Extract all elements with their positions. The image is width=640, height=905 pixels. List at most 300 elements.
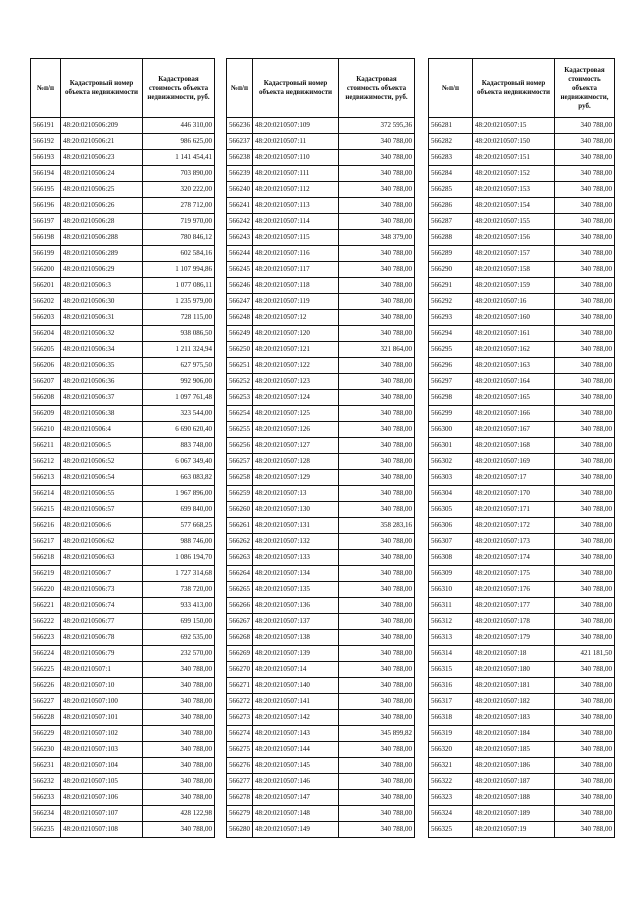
- table-row: [227, 470, 415, 486]
- row-number-cell: 566236: [227, 118, 253, 134]
- cadastral-value-cell: 340 788,00: [555, 678, 615, 694]
- cadastral-number-cell: 48:20:0210507:129: [253, 470, 339, 486]
- cadastral-value-cell: 340 788,00: [555, 230, 615, 246]
- cadastral-number-cell: 48:20:0210507:126: [253, 422, 339, 438]
- table-row: [227, 214, 415, 230]
- cadastral-number-cell: 48:20:0210507:157: [473, 246, 555, 262]
- row-number-cell: 566259: [227, 486, 253, 502]
- table-row: [429, 390, 615, 406]
- table-row: [429, 774, 615, 790]
- cadastral-number-cell: 48:20:0210506:55: [61, 486, 143, 502]
- row-number-cell: 566280: [227, 822, 253, 838]
- cadastral-value-cell: 340 788,00: [555, 118, 615, 134]
- row-number-cell: 566228: [31, 710, 61, 726]
- cadastral-value-cell: 340 788,00: [555, 614, 615, 630]
- cadastral-number-cell: 48:20:0210507:147: [253, 790, 339, 806]
- row-number-cell: 566270: [227, 662, 253, 678]
- cadastral-value-cell: 340 788,00: [555, 534, 615, 550]
- cadastral-value-cell: 323 544,00: [143, 406, 215, 422]
- table-row: [227, 118, 415, 134]
- cadastral-number-cell: 48:20:0210507:134: [253, 566, 339, 582]
- cadastral-value-cell: 340 788,00: [339, 774, 415, 790]
- cadastral-number-cell: 48:20:0210507:146: [253, 774, 339, 790]
- cadastral-number-cell: 48:20:0210506:54: [61, 470, 143, 486]
- row-number-cell: 566295: [429, 342, 473, 358]
- cadastral-number-cell: 48:20:0210507:178: [473, 614, 555, 630]
- cadastral-value-cell: 340 788,00: [339, 806, 415, 822]
- cadastral-value-cell: 340 788,00: [339, 582, 415, 598]
- table-row: [429, 278, 615, 294]
- table-row: [227, 518, 415, 534]
- cadastral-value-cell: 340 788,00: [339, 566, 415, 582]
- table-row: [429, 230, 615, 246]
- row-number-cell: 566249: [227, 326, 253, 342]
- cadastral-value-cell: 345 899,82: [339, 726, 415, 742]
- table-row: [429, 422, 615, 438]
- table-row: [429, 198, 615, 214]
- cadastral-value-cell: 340 788,00: [555, 822, 615, 838]
- table-row: [227, 598, 415, 614]
- row-number-cell: 566307: [429, 534, 473, 550]
- cadastral-number-cell: 48:20:0210507:102: [61, 726, 143, 742]
- cadastral-value-cell: 340 788,00: [339, 598, 415, 614]
- cadastral-table-3: [428, 58, 615, 838]
- row-number-cell: 566215: [31, 502, 61, 518]
- row-number-cell: 566207: [31, 374, 61, 390]
- cadastral-value-cell: 340 788,00: [339, 550, 415, 566]
- cadastral-value-cell: 340 788,00: [555, 278, 615, 294]
- cadastral-value-cell: 340 788,00: [339, 134, 415, 150]
- row-number-cell: 566303: [429, 470, 473, 486]
- header-num: №п/п: [31, 59, 61, 118]
- cadastral-value-cell: 6 067 349,40: [143, 454, 215, 470]
- cadastral-number-cell: 48:20:0210507:125: [253, 406, 339, 422]
- cadastral-value-cell: 340 788,00: [555, 806, 615, 822]
- cadastral-value-cell: 340 788,00: [339, 246, 415, 262]
- cadastral-number-cell: 48:20:0210507:18: [473, 646, 555, 662]
- cadastral-number-cell: 48:20:0210507:186: [473, 758, 555, 774]
- table-row: [31, 454, 215, 470]
- cadastral-number-cell: 48:20:0210507:184: [473, 726, 555, 742]
- cadastral-table-1: [30, 58, 215, 838]
- cadastral-number-cell: 48:20:0210507:106: [61, 790, 143, 806]
- cadastral-number-cell: 48:20:0210506:23: [61, 150, 143, 166]
- row-number-cell: 566260: [227, 502, 253, 518]
- cadastral-value-cell: 992 906,00: [143, 374, 215, 390]
- cadastral-value-cell: 340 788,00: [339, 486, 415, 502]
- table-row: [31, 790, 215, 806]
- table-row: [31, 566, 215, 582]
- row-number-cell: 566256: [227, 438, 253, 454]
- row-number-cell: 566277: [227, 774, 253, 790]
- cadastral-number-cell: 48:20:0210506:73: [61, 582, 143, 598]
- table-row: [31, 358, 215, 374]
- row-number-cell: 566262: [227, 534, 253, 550]
- row-number-cell: 566282: [429, 134, 473, 150]
- cadastral-value-cell: 340 788,00: [555, 582, 615, 598]
- table-row: [429, 134, 615, 150]
- cadastral-value-cell: 340 788,00: [555, 150, 615, 166]
- cadastral-number-cell: 48:20:0210507:148: [253, 806, 339, 822]
- table-row: [31, 582, 215, 598]
- row-number-cell: 566237: [227, 134, 253, 150]
- table-row: [227, 422, 415, 438]
- table-row: [429, 790, 615, 806]
- cadastral-value-cell: 1 727 314,68: [143, 566, 215, 582]
- cadastral-value-cell: 421 181,50: [555, 646, 615, 662]
- table-row: [429, 822, 615, 838]
- cadastral-number-cell: 48:20:0210507:112: [253, 182, 339, 198]
- cadastral-number-cell: 48:20:0210507:158: [473, 262, 555, 278]
- cadastral-value-cell: 340 788,00: [143, 774, 215, 790]
- table-row: [227, 454, 415, 470]
- cadastral-value-cell: 988 746,00: [143, 534, 215, 550]
- table-row: [227, 774, 415, 790]
- row-number-cell: 566272: [227, 694, 253, 710]
- row-number-cell: 566211: [31, 438, 61, 454]
- cadastral-number-cell: 48:20:0210507:139: [253, 646, 339, 662]
- cadastral-value-cell: 232 570,00: [143, 646, 215, 662]
- table-row: [227, 374, 415, 390]
- cadastral-value-cell: 340 788,00: [555, 422, 615, 438]
- row-number-cell: 566324: [429, 806, 473, 822]
- header-cadastral-value: Кадастровая стоимость объекта недвижимости, руб.: [555, 59, 615, 118]
- cadastral-value-cell: 883 748,00: [143, 438, 215, 454]
- table-row: [429, 342, 615, 358]
- cadastral-number-cell: 48:20:0210507:175: [473, 566, 555, 582]
- row-number-cell: 566298: [429, 390, 473, 406]
- row-number-cell: 566203: [31, 310, 61, 326]
- row-number-cell: 566235: [31, 822, 61, 838]
- row-number-cell: 566320: [429, 742, 473, 758]
- row-number-cell: 566226: [31, 678, 61, 694]
- cadastral-number-cell: 48:20:0210507:117: [253, 262, 339, 278]
- table-row: [31, 278, 215, 294]
- cadastral-number-cell: 48:20:0210507:150: [473, 134, 555, 150]
- header-cadastral-value: Кадастровая стоимость объекта недвижимости, руб.: [143, 59, 215, 118]
- cadastral-number-cell: 48:20:0210507:187: [473, 774, 555, 790]
- row-number-cell: 566247: [227, 294, 253, 310]
- cadastral-number-cell: 48:20:0210506:29: [61, 262, 143, 278]
- cadastral-number-cell: 48:20:0210507:181: [473, 678, 555, 694]
- cadastral-number-cell: 48:20:0210507:171: [473, 502, 555, 518]
- table-row: [429, 742, 615, 758]
- row-number-cell: 566238: [227, 150, 253, 166]
- row-number-cell: 566232: [31, 774, 61, 790]
- row-number-cell: 566225: [31, 662, 61, 678]
- row-number-cell: 566233: [31, 790, 61, 806]
- cadastral-value-cell: 699 840,00: [143, 502, 215, 518]
- cadastral-number-cell: 48:20:0210507:115: [253, 230, 339, 246]
- row-number-cell: 566257: [227, 454, 253, 470]
- row-number-cell: 566302: [429, 454, 473, 470]
- table-row: [31, 598, 215, 614]
- header-cadastral-number: Кадастровый номер объекта недвижимости: [253, 59, 339, 118]
- cadastral-number-cell: 48:20:0210506:6: [61, 518, 143, 534]
- table-row: [31, 406, 215, 422]
- cadastral-value-cell: 358 283,16: [339, 518, 415, 534]
- header-num: №п/п: [227, 59, 253, 118]
- table-row: [227, 726, 415, 742]
- cadastral-number-cell: 48:20:0210507:165: [473, 390, 555, 406]
- row-number-cell: 566196: [31, 198, 61, 214]
- cadastral-number-cell: 48:20:0210507:11: [253, 134, 339, 150]
- cadastral-number-cell: 48:20:0210507:183: [473, 710, 555, 726]
- table-row: [31, 198, 215, 214]
- cadastral-number-cell: 48:20:0210507:111: [253, 166, 339, 182]
- row-number-cell: 566253: [227, 390, 253, 406]
- row-number-cell: 566269: [227, 646, 253, 662]
- cadastral-value-cell: 340 788,00: [143, 694, 215, 710]
- cadastral-value-cell: 986 625,00: [143, 134, 215, 150]
- cadastral-number-cell: 48:20:0210506:63: [61, 550, 143, 566]
- row-number-cell: 566204: [31, 326, 61, 342]
- table-row: [429, 438, 615, 454]
- cadastral-value-cell: 692 535,00: [143, 630, 215, 646]
- cadastral-number-cell: 48:20:0210507:169: [473, 454, 555, 470]
- cadastral-value-cell: 340 788,00: [555, 694, 615, 710]
- row-number-cell: 566243: [227, 230, 253, 246]
- table-header-row: [429, 59, 615, 118]
- row-number-cell: 566205: [31, 342, 61, 358]
- table-row: [227, 406, 415, 422]
- table-row: [227, 166, 415, 182]
- row-number-cell: 566258: [227, 470, 253, 486]
- table-row: [31, 662, 215, 678]
- cadastral-number-cell: 48:20:0210507:143: [253, 726, 339, 742]
- table-row: [31, 182, 215, 198]
- cadastral-number-cell: 48:20:0210507:177: [473, 598, 555, 614]
- cadastral-number-cell: 48:20:0210506:37: [61, 390, 143, 406]
- row-number-cell: 566304: [429, 486, 473, 502]
- cadastral-number-cell: 48:20:0210506:3: [61, 278, 143, 294]
- table-row: [227, 230, 415, 246]
- cadastral-value-cell: 340 788,00: [555, 726, 615, 742]
- cadastral-value-cell: 340 788,00: [339, 358, 415, 374]
- row-number-cell: 566248: [227, 310, 253, 326]
- cadastral-value-cell: 340 788,00: [339, 150, 415, 166]
- cadastral-value-cell: 340 788,00: [555, 742, 615, 758]
- row-number-cell: 566214: [31, 486, 61, 502]
- table-row: [31, 774, 215, 790]
- table-row: [429, 470, 615, 486]
- row-number-cell: 566311: [429, 598, 473, 614]
- cadastral-value-cell: 340 788,00: [339, 166, 415, 182]
- cadastral-number-cell: 48:20:0210507:103: [61, 742, 143, 758]
- table-row: [227, 790, 415, 806]
- cadastral-value-cell: 340 788,00: [555, 438, 615, 454]
- cadastral-value-cell: 340 788,00: [555, 134, 615, 150]
- row-number-cell: 566287: [429, 214, 473, 230]
- cadastral-value-cell: 340 788,00: [555, 294, 615, 310]
- cadastral-value-cell: 1 211 324,94: [143, 342, 215, 358]
- row-number-cell: 566206: [31, 358, 61, 374]
- table-row: [31, 550, 215, 566]
- cadastral-value-cell: 340 788,00: [339, 214, 415, 230]
- table-row: [31, 646, 215, 662]
- row-number-cell: 566293: [429, 310, 473, 326]
- table-row: [31, 534, 215, 550]
- cadastral-value-cell: 340 788,00: [555, 166, 615, 182]
- row-number-cell: 566227: [31, 694, 61, 710]
- cadastral-number-cell: 48:20:0210507:170: [473, 486, 555, 502]
- row-number-cell: 566281: [429, 118, 473, 134]
- row-number-cell: 566306: [429, 518, 473, 534]
- cadastral-value-cell: 1 097 761,48: [143, 390, 215, 406]
- cadastral-value-cell: 340 788,00: [339, 710, 415, 726]
- cadastral-value-cell: 340 788,00: [555, 518, 615, 534]
- cadastral-number-cell: 48:20:0210507:104: [61, 758, 143, 774]
- row-number-cell: 566220: [31, 582, 61, 598]
- cadastral-number-cell: 48:20:0210506:24: [61, 166, 143, 182]
- cadastral-value-cell: 728 115,00: [143, 310, 215, 326]
- row-number-cell: 566245: [227, 262, 253, 278]
- cadastral-value-cell: 340 788,00: [143, 662, 215, 678]
- cadastral-number-cell: 48:20:0210507:19: [473, 822, 555, 838]
- cadastral-number-cell: 48:20:0210507:10: [61, 678, 143, 694]
- table-row: [31, 758, 215, 774]
- cadastral-value-cell: 627 975,50: [143, 358, 215, 374]
- table-row: [31, 486, 215, 502]
- table-row: [227, 502, 415, 518]
- cadastral-number-cell: 48:20:0210507:155: [473, 214, 555, 230]
- table-row: [227, 390, 415, 406]
- cadastral-number-cell: 48:20:0210507:141: [253, 694, 339, 710]
- cadastral-number-cell: 48:20:0210507:128: [253, 454, 339, 470]
- cadastral-value-cell: 340 788,00: [555, 566, 615, 582]
- cadastral-number-cell: 48:20:0210506:26: [61, 198, 143, 214]
- cadastral-value-cell: 340 788,00: [339, 438, 415, 454]
- cadastral-value-cell: 340 788,00: [555, 262, 615, 278]
- table-row: [31, 118, 215, 134]
- cadastral-number-cell: 48:20:0210507:168: [473, 438, 555, 454]
- header-cadastral-number: Кадастровый номер объекта недвижимости: [61, 59, 143, 118]
- cadastral-number-cell: 48:20:0210506:4: [61, 422, 143, 438]
- row-number-cell: 566268: [227, 630, 253, 646]
- table-row: [227, 550, 415, 566]
- cadastral-value-cell: 340 788,00: [143, 678, 215, 694]
- cadastral-number-cell: 48:20:0210507:116: [253, 246, 339, 262]
- table-row: [429, 406, 615, 422]
- table-row: [429, 726, 615, 742]
- table-row: [429, 646, 615, 662]
- row-number-cell: 566291: [429, 278, 473, 294]
- table-row: [31, 710, 215, 726]
- cadastral-number-cell: 48:20:0210507:1: [61, 662, 143, 678]
- cadastral-number-cell: 48:20:0210507:154: [473, 198, 555, 214]
- cadastral-number-cell: 48:20:0210507:110: [253, 150, 339, 166]
- cadastral-value-cell: 340 788,00: [339, 742, 415, 758]
- cadastral-number-cell: 48:20:0210507:127: [253, 438, 339, 454]
- row-number-cell: 566239: [227, 166, 253, 182]
- table-row: [227, 534, 415, 550]
- cadastral-number-cell: 48:20:0210507:100: [61, 694, 143, 710]
- row-number-cell: 566242: [227, 214, 253, 230]
- cadastral-number-cell: 48:20:0210507:17: [473, 470, 555, 486]
- cadastral-value-cell: 340 788,00: [555, 550, 615, 566]
- table-row: [429, 694, 615, 710]
- table-row: [227, 678, 415, 694]
- table-row: [31, 422, 215, 438]
- table-header-row: [227, 59, 415, 118]
- row-number-cell: 566285: [429, 182, 473, 198]
- header-cadastral-number: Кадастровый номер объекта недвижимости: [473, 59, 555, 118]
- table-row: [227, 694, 415, 710]
- cadastral-number-cell: 48:20:0210507:159: [473, 278, 555, 294]
- cadastral-number-cell: 48:20:0210507:164: [473, 374, 555, 390]
- cadastral-value-cell: 340 788,00: [339, 278, 415, 294]
- cadastral-value-cell: 780 846,12: [143, 230, 215, 246]
- cadastral-value-cell: 348 379,00: [339, 230, 415, 246]
- cadastral-number-cell: 48:20:0210506:31: [61, 310, 143, 326]
- cadastral-value-cell: 6 690 620,40: [143, 422, 215, 438]
- cadastral-number-cell: 48:20:0210507:107: [61, 806, 143, 822]
- cadastral-number-cell: 48:20:0210507:123: [253, 374, 339, 390]
- cadastral-value-cell: 340 788,00: [339, 534, 415, 550]
- row-number-cell: 566200: [31, 262, 61, 278]
- cadastral-value-cell: 372 595,36: [339, 118, 415, 134]
- cadastral-value-cell: 340 788,00: [555, 710, 615, 726]
- cadastral-value-cell: 1 077 086,11: [143, 278, 215, 294]
- table-row: [31, 726, 215, 742]
- row-number-cell: 566274: [227, 726, 253, 742]
- table-row: [429, 246, 615, 262]
- table-row: [429, 614, 615, 630]
- table-row: [31, 822, 215, 838]
- row-number-cell: 566310: [429, 582, 473, 598]
- row-number-cell: 566229: [31, 726, 61, 742]
- row-number-cell: 566224: [31, 646, 61, 662]
- table-row: [429, 214, 615, 230]
- row-number-cell: 566305: [429, 502, 473, 518]
- row-number-cell: 566234: [31, 806, 61, 822]
- cadastral-number-cell: 48:20:0210507:179: [473, 630, 555, 646]
- cadastral-value-cell: 719 970,00: [143, 214, 215, 230]
- cadastral-value-cell: 340 788,00: [339, 422, 415, 438]
- table-row: [429, 486, 615, 502]
- row-number-cell: 566292: [429, 294, 473, 310]
- table-row: [31, 246, 215, 262]
- row-number-cell: 566244: [227, 246, 253, 262]
- cadastral-number-cell: 48:20:0210507:15: [473, 118, 555, 134]
- row-number-cell: 566213: [31, 470, 61, 486]
- cadastral-value-cell: 340 788,00: [339, 294, 415, 310]
- row-number-cell: 566197: [31, 214, 61, 230]
- table-row: [31, 694, 215, 710]
- cadastral-value-cell: 602 584,16: [143, 246, 215, 262]
- cadastral-number-cell: 48:20:0210507:120: [253, 326, 339, 342]
- table-row: [429, 518, 615, 534]
- row-number-cell: 566288: [429, 230, 473, 246]
- table-row: [429, 310, 615, 326]
- table-row: [31, 502, 215, 518]
- cadastral-number-cell: 48:20:0210506:21: [61, 134, 143, 150]
- cadastral-number-cell: 48:20:0210506:74: [61, 598, 143, 614]
- row-number-cell: 566212: [31, 454, 61, 470]
- cadastral-number-cell: 48:20:0210507:12: [253, 310, 339, 326]
- row-number-cell: 566246: [227, 278, 253, 294]
- cadastral-number-cell: 48:20:0210507:173: [473, 534, 555, 550]
- cadastral-value-cell: 340 788,00: [339, 630, 415, 646]
- cadastral-value-cell: 340 788,00: [339, 662, 415, 678]
- table-row: [227, 806, 415, 822]
- row-number-cell: 566297: [429, 374, 473, 390]
- cadastral-value-cell: 703 890,00: [143, 166, 215, 182]
- table-row: [227, 710, 415, 726]
- table-row: [31, 166, 215, 182]
- row-number-cell: 566308: [429, 550, 473, 566]
- cadastral-value-cell: 340 788,00: [555, 598, 615, 614]
